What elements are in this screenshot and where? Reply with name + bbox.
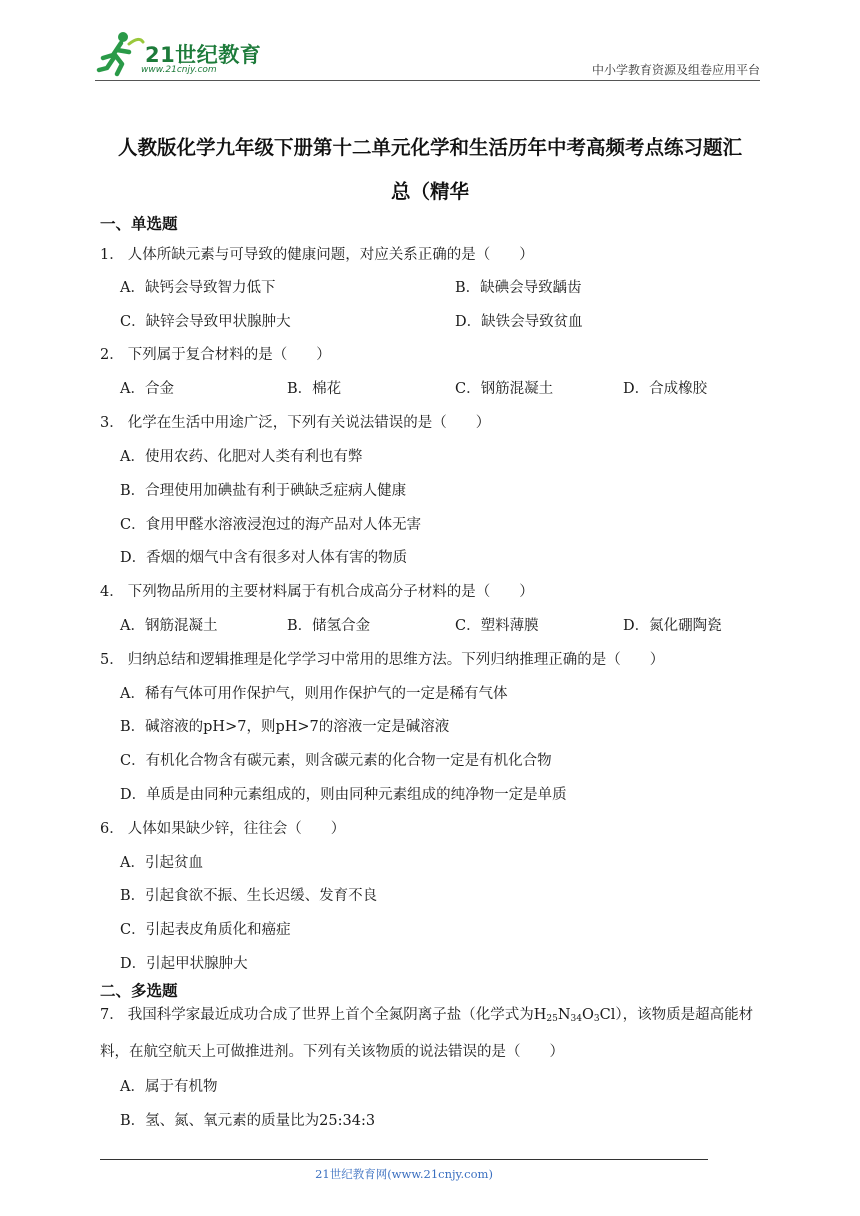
option-3a[interactable]: A．使用农药、化肥对人类有利也有弊 [120,449,363,465]
question-stem-part1: 我国科学家最近成功合成了世界上首个全氮阴离子盐（化学式为H [127,1007,547,1023]
option-3b[interactable]: B．合理使用加碘盐有利于碘缺乏症病人健康 [120,483,407,499]
document-title-line2: 总（精华 [390,180,469,203]
question-number: 2． [100,347,124,363]
question-number: 3． [100,415,124,431]
question-stem: 归纳总结和逻辑推理是化学学习中常用的思维方法。下列归纳推理正确的是（ ） [127,652,665,668]
section-heading-single-choice: 一、单选题 [100,215,178,233]
option-5d[interactable]: D．单质是由同种元素组成的，则由同种元素组成的纯净物一定是单质 [120,787,567,803]
runner-logo-icon [95,28,145,78]
option-3c[interactable]: C．食用甲醛水溶液浸泡过的海产品对人体无害 [120,517,422,533]
option-1a[interactable]: A．缺钙会导致智力低下 [120,280,276,296]
logo [95,28,265,80]
question-5 [100,648,762,669]
question-stem: 人体如果缺少锌，往往会（ ） [127,821,346,837]
option-2c[interactable]: C．钢筋混凝土 [455,381,554,397]
question-2 [100,343,762,364]
question-number: 5． [100,652,124,668]
question-number: 7． [100,1007,124,1023]
option-1d[interactable]: D．缺铁会导致贫血 [455,314,583,330]
option-3d[interactable]: D．香烟的烟气中含有很多对人体有害的物质 [120,550,408,566]
option-6a[interactable]: A．引起贫血 [120,855,203,871]
question-number: 6． [100,821,124,837]
option-2d[interactable]: D．合成橡胶 [623,381,708,397]
question-number: 1． [100,247,124,263]
option-5b[interactable]: B．碱溶液的pH>7，则pH>7的溶液一定是碱溶液 [120,719,450,735]
question-stem: 化学在生活中用途广泛，下列有关说法错误的是（ ） [127,415,491,431]
question-6 [100,817,762,838]
document-title-line1: 人教版化学九年级下册第十二单元化学和生活历年中考高频考点练习题汇 [117,136,742,159]
option-6c[interactable]: C．引起表皮角质化和癌症 [120,922,291,938]
option-4a[interactable]: A．钢筋混凝土 [120,618,218,634]
option-4c[interactable]: C．塑料薄膜 [455,618,539,634]
option-6b[interactable]: B．引起食欲不振、生长迟缓、发育不良 [120,888,378,904]
question-3 [100,411,762,432]
subscript-n: 34 [570,1014,582,1024]
option-4b[interactable]: B．储氢合金 [287,618,371,634]
header-divider [95,80,760,81]
section-heading-multi-choice: 二、多选题 [100,982,178,1000]
question-1 [100,243,762,264]
option-1c[interactable]: C．缺锌会导致甲状腺肿大 [120,314,291,330]
option-6d[interactable]: D．引起甲状腺肿大 [120,956,248,972]
footer-divider [100,1159,708,1160]
footer-link[interactable]: 21世纪教育网(www.21cnjy.com) [315,1167,493,1181]
option-2a[interactable]: A．合金 [120,381,174,397]
option-7b[interactable]: B．氢、氮、氧元素的质量比为25:34:3 [120,1113,376,1129]
option-2b[interactable]: B．棉花 [287,381,342,397]
formula-o: O [581,1007,594,1023]
logo-url: www.21cnjy.com [141,65,217,75]
option-7a[interactable]: A．属于有机物 [120,1079,218,1095]
question-4 [100,580,762,601]
page-header [95,28,760,84]
question-number: 4． [100,584,124,600]
question-7 [100,999,762,1069]
subscript-h: 25 [546,1014,558,1024]
option-1b[interactable]: B．缺碘会导致龋齿 [455,280,582,296]
platform-name: 中小学教育资源及组卷应用平台 [591,63,760,77]
question-stem-part2: Cl），该物质是超高能材料，在航空航天上可做推进剂。下列有关该物质的说法错误的是（ ） [100,1007,754,1060]
option-5a[interactable]: A．稀有气体可用作保护气，则用作保护气的一定是稀有气体 [120,686,508,702]
question-stem: 人体所缺元素与可导致的健康问题，对应关系正确的是（ ） [127,247,534,263]
subscript-o: 3 [593,1014,600,1024]
logo-text: 21世纪教育 [145,43,262,67]
option-4d[interactable]: D．氮化硼陶瓷 [623,618,722,634]
formula-n: N [557,1007,571,1023]
question-stem: 下列属于复合材料的是（ ） [127,347,331,363]
question-stem: 下列物品所用的主要材料属于有机合成高分子材料的是（ ） [127,584,534,600]
option-5c[interactable]: C．有机化合物含有碳元素，则含碳元素的化合物一定是有机化合物 [120,753,552,769]
